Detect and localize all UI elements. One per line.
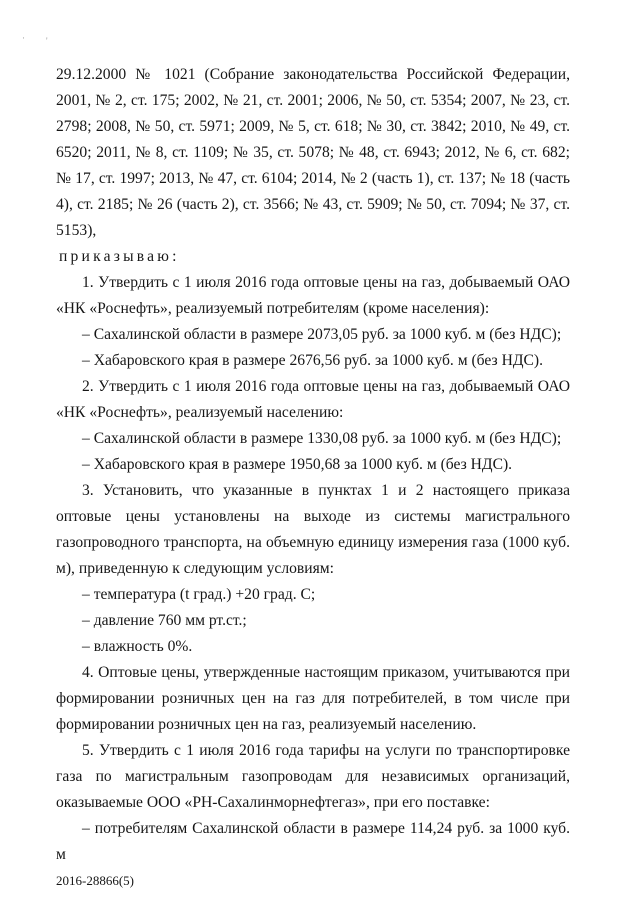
item-2-sakhalin: – Сахалинской области в размере 1330,08 руб. за 1000 куб. м (без НДС); <box>82 430 562 447</box>
scan-artifact-mark: ' <box>46 36 48 46</box>
item-4: 4. Оптовые цены, утвержденные настоящим приказом, учитываются при формировании розничных цен на газ для потребителей, в том числе при формировании розничных цен на газ, реализуемый населению. <box>56 664 570 733</box>
scan-artifact-mark: · <box>22 33 25 43</box>
item-5: 5. Утвердить с 1 июля 2016 года тарифы на услуги по транспортировке газа по магистральным газопроводам для независимых организаций, оказываемые ООО «РН-Сахалинморнефтегаз», при его поставке: <box>56 742 570 811</box>
document-code: 2016-28866(5) <box>56 873 134 888</box>
order-word: приказываю: <box>59 248 180 265</box>
item-3: 3. Установить, что указанные в пунктах 1 и 2 настоящего приказа оптовые цены установлены на выходе из системы магистрального газопроводного транспорта, на объемную единицу измерения газа (1000 куб. м), приведенную к следующим условиям: <box>56 482 570 577</box>
item-2: 2. Утвердить с 1 июля 2016 года оптовые цены на газ, добываемый ОАО «НК «Роснефть», реализуемый населению: <box>56 378 570 421</box>
item-5-sakhalin: – потребителям Сахалинской области в размере 114,24 руб. за 1000 куб. м <box>56 820 570 863</box>
item-1-sakhalin: – Сахалинской области в размере 2073,05 руб. за 1000 куб. м (без НДС); <box>82 326 562 343</box>
legal-references-paragraph: 29.12.2000 № 1021 (Собрание законодательства Российской Федерации, 2001, № 2, ст. 175; 2002, № 21, ст. 2001; 2006, № 50, ст. 5354; 2007, № 23, ст. 2798; 2008, № 50, ст. 5971; 2009, № 5, ст. 618; № 30, ст. 3842; 2010, № 49, ст. 6520; 2011, № 8, ст. 1109; № 35, ст. 5078; № 48, ст. 6943; 2012, № 6, ст. 682; № 17, ст. 1997; 2013, № 47, ст. 6104; 2014, № 2 (часть 1), ст. 137; № 18 (часть 4), ст. 2185; № 26 (часть 2), ст. 3566; № 43, ст. 5909; № 50, ст. 7094; № 37, ст. 5153), <box>56 66 570 239</box>
item-2-khabarovsk: – Хабаровского края в размере 1950,68 за 1000 куб. м (без НДС). <box>82 456 513 473</box>
document-body <box>56 62 570 868</box>
item-1: 1. Утвердить с 1 июля 2016 года оптовые цены на газ, добываемый ОАО «НК «Роснефть», реализуемый потребителям (кроме населения): <box>56 274 570 317</box>
item-3-humidity: – влажность 0%. <box>82 638 193 655</box>
item-3-pressure: – давление 760 мм рт.ст.; <box>82 612 247 629</box>
item-3-temperature: – температура (t град.) +20 град. С; <box>82 586 316 603</box>
item-1-khabarovsk: – Хабаровского края в размере 2676,56 руб. за 1000 куб. м (без НДС). <box>82 352 543 369</box>
